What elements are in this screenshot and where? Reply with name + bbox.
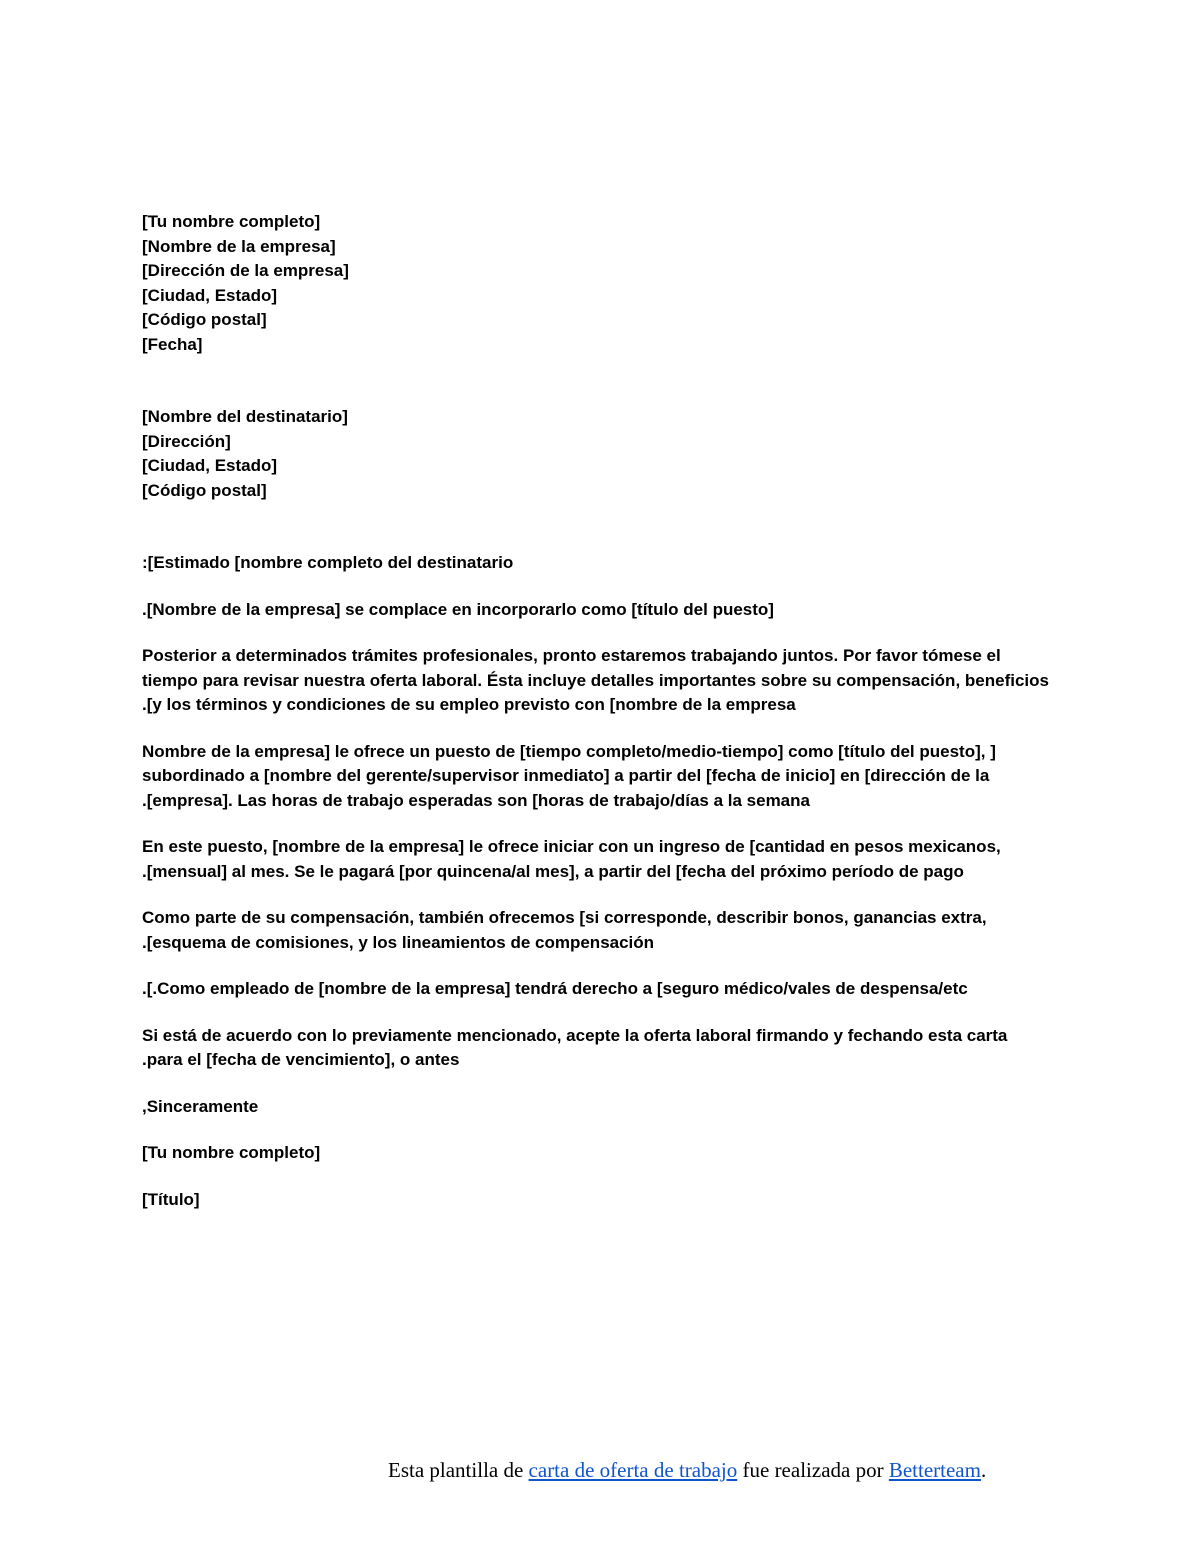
paragraph-line: tiempo para revisar nuestra oferta laboral. Ésta incluye detalles importantes sobre su compensación, beneficios xyxy=(142,670,1049,690)
sender-city-state: [Ciudad, Estado] xyxy=(142,285,278,305)
signature-name-text: [Tu nombre completo] xyxy=(142,1143,321,1162)
sender-address xyxy=(142,210,1062,357)
paragraph-line: Si está de acuerdo con lo previamente mencionado, acepte la oferta laboral firmando y fechando esta carta xyxy=(142,1025,1008,1045)
paragraph-line: Como parte de su compensación, también ofrecemos [si corresponde, describir bonos, ganancias extra, xyxy=(142,908,987,927)
paragraph-line: .[.Como empleado de [nombre de la empresa] tendrá derecho a [seguro médico/vales de despensa/etc xyxy=(142,979,968,998)
paragraph-line: .para el [fecha de vencimiento], o antes xyxy=(142,1050,460,1069)
closing-text: ,Sinceramente xyxy=(142,1096,259,1116)
sender-company: [Nombre de la empresa] xyxy=(142,236,336,256)
sender-company-address: [Dirección de la empresa] xyxy=(142,261,349,280)
sender-name: [Tu nombre completo] xyxy=(142,212,321,231)
paragraph-line: .[Nombre de la empresa] se complace en incorporarlo como [título del puesto] xyxy=(142,599,774,619)
paragraph-line: .[mensual] al mes. Se le pagará [por quincena/al mes], a partir del [fecha del próximo período de pago xyxy=(142,861,964,881)
paragraph-line: .[empresa]. Las horas de trabajo esperadas son [horas de trabajo/días a la semana xyxy=(142,790,810,810)
signature-name xyxy=(142,1141,1062,1166)
footer-suffix: . xyxy=(980,1458,987,1482)
paragraph-line: .[y los términos y condiciones de su empleo previsto con [nombre de la empresa xyxy=(142,695,796,714)
paragraph-acceptance xyxy=(142,1024,1062,1073)
paragraph-compensation xyxy=(142,906,1062,955)
paragraph-line: subordinado a [nombre del gerente/supervisor inmediato] a partir del [fecha de inicio] en [dirección de la xyxy=(142,766,990,785)
salutation-text: :[Estimado [nombre completo del destinatario xyxy=(142,553,514,572)
template-credit-footer xyxy=(388,1457,1088,1483)
signature-title-text: [Título] xyxy=(142,1189,200,1209)
betterteam-link[interactable]: Betterteam xyxy=(888,1458,981,1482)
paragraph-line: Nombre de la empresa] le ofrece un puesto de [tiempo completo/medio-tiempo] como [título del puesto], ] xyxy=(142,741,996,761)
sender-date: [Fecha] xyxy=(142,334,203,354)
paragraph-line: En este puesto, [nombre de la empresa] le ofrece iniciar con un ingreso de [cantidad en pesos mexicanos, xyxy=(142,837,1001,856)
footer-prefix: Esta plantilla de xyxy=(388,1458,529,1482)
recipient-address-line: [Dirección] xyxy=(142,431,231,451)
recipient-name: [Nombre del destinatario] xyxy=(142,407,348,426)
signature-title xyxy=(142,1188,1062,1213)
paragraph-salary xyxy=(142,835,1062,884)
recipient-city-state: [Ciudad, Estado] xyxy=(142,456,278,475)
paragraph-line: Posterior a determinados trámites profesionales, pronto estaremos trabajando juntos. Por favor tómese el xyxy=(142,646,1001,665)
salutation xyxy=(142,551,1062,576)
paragraph-position xyxy=(142,740,1062,814)
sender-postal-code: [Código postal] xyxy=(142,310,267,329)
paragraph-intro xyxy=(142,598,1062,623)
paragraph-benefits xyxy=(142,977,1062,1002)
paragraph-review-offer xyxy=(142,644,1062,718)
closing xyxy=(142,1095,1062,1120)
recipient-address xyxy=(142,405,1062,503)
recipient-postal-code: [Código postal] xyxy=(142,480,267,500)
job-offer-letter-link[interactable]: carta de oferta de trabajo xyxy=(528,1458,738,1482)
paragraph-line: .[esquema de comisiones, y los lineamientos de compensación xyxy=(142,932,655,952)
letter-body xyxy=(142,210,1062,1212)
footer-middle: fue realizada por xyxy=(737,1458,889,1482)
